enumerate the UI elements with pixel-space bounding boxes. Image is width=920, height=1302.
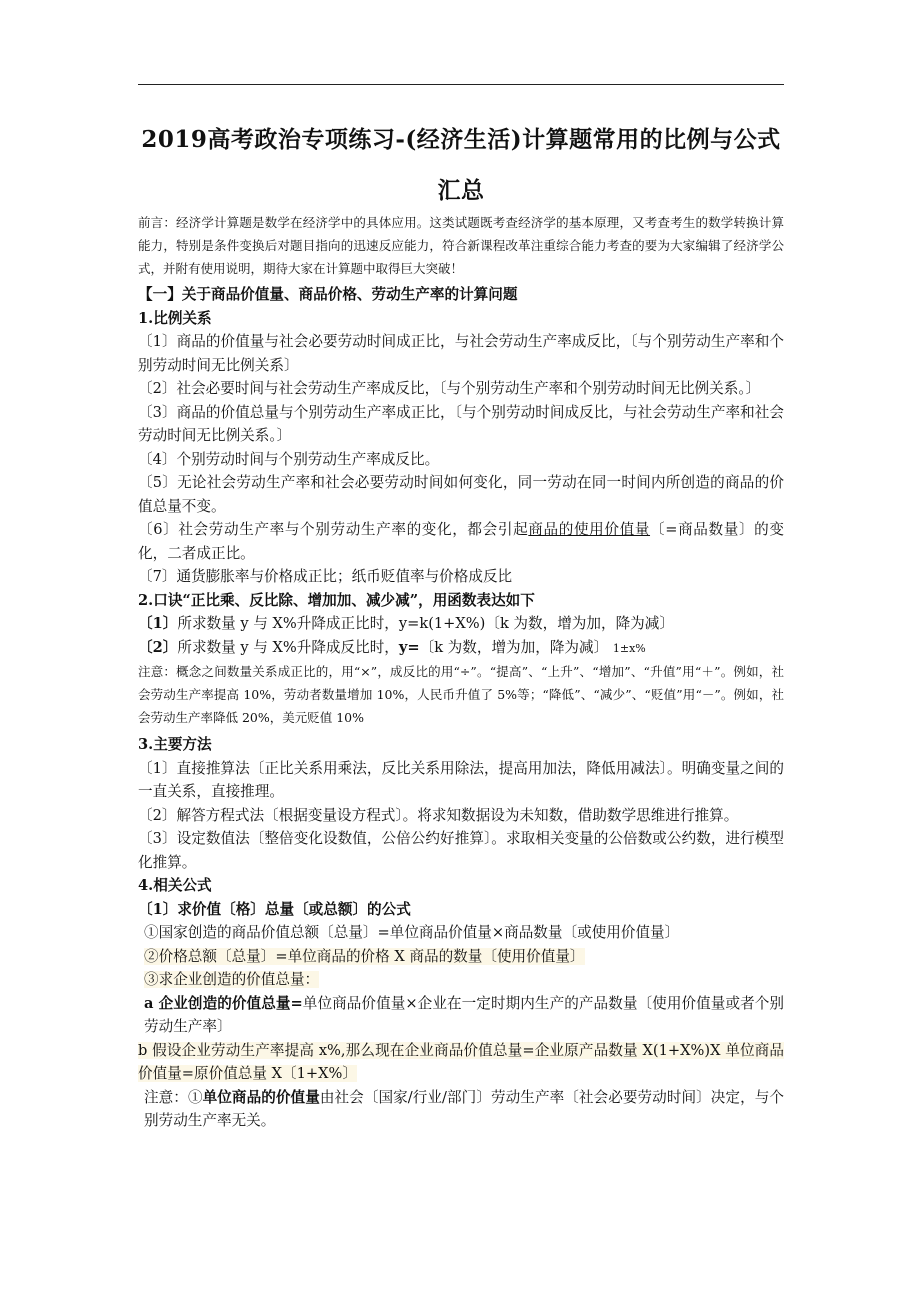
highlighted-text: b 假设企业劳动生产率提高 x%,那么现在企业商品价值总量=企业原产品数量 X(1+X%)X 单位商品价值量=原价值总量 X〔1+X%〕 [138,1041,784,1082]
formula-label: 〔1〕 [138,615,178,632]
formula-label: 〔2〕 [138,638,178,656]
subsection-heading: 3.主要方法 [138,736,212,753]
bold-term: a 企业创造的价值总量= [144,994,303,1012]
formula-line [138,612,784,636]
formula-text: 所求数量 y 与 X%升降成反比时， [177,638,399,656]
method-item: 〔1〕直接推算法〔正比关系用乘法，反比关系用除法，提高用加法，降低用减法〕。明确变量之间的一直关系，直接推理。 [138,759,784,800]
list-item: 〔1〕商品的价值量与社会必要劳动时间成正比，与社会劳动生产率成反比，〔与个别劳动生产率和个别劳动时间无比例关系〕 [138,333,784,374]
list-item: 〔3〕商品的价值总量与个别劳动生产率成正比，〔与个别劳动时间成反比，与社会劳动生产率和社会劳动时间无比例关系。〕 [138,403,784,444]
subsection-heading: 1.比例关系 [138,309,212,327]
bold-term: 单位商品的价值量 [202,1088,320,1106]
method-item: 〔2〕解答方程式法〔根据变量设方程式〕。将求知数据设为未知数，借助数学思维进行推算。 [138,806,739,824]
subsection-heading: 4.相关公式 [138,877,212,894]
item6-text: 〔6〕社会劳动生产率与个别劳动生产率的变化，都会引起 [138,521,529,538]
intro-paragraph: 前言：经济学计算题是数学在经济学中的具体应用。这类试题既考查经济学的基本原理，又考查考生的数学转换计算能力，特别是条件变换后对题目指向的迅速反应能力，符合新课程改革注重综合能力考查的要为大家编辑了经济学公式，并附有使用说明，期待大家在计算题中取得巨大突破！ [138,215,784,276]
top-rule [138,84,784,85]
document-title-line2: 汇总 [437,177,485,204]
fraction-denominator: 1±x% [612,641,646,655]
method-item: 〔3〕设定数值法〔整倍变化设数值，公倍公约好推算〕。求取相关变量的公倍数或公约数，进行模型化推算。 [138,830,784,871]
document-title: 2019高考政治专项练习-(经济生活)计算题常用的比例与公式 [141,126,781,153]
formula-item [138,1039,784,1086]
document-body [138,283,784,1133]
note-prefix: 注意：① [144,1088,203,1106]
list-item: 〔2〕社会必要时间与社会劳动生产率成反比，〔与个别劳动生产率和个别劳动时间无比例关系。〕 [138,380,761,397]
formula-item [138,945,784,969]
formula-rest: 单位商品价值量×企业在一定时期内生产的产品数量〔使用价值量或者个别劳动生产率〕 [144,994,785,1035]
note-rest: 由社会〔国家/行业/部门〕劳动生产率〔社会必要劳动时间〕决定，与个别劳动生产率无关。 [144,1088,784,1129]
formula-y: y= [398,638,420,656]
formula-rest: 〔k 为数，增为加，降为减〕 [419,638,609,656]
formula-item [138,992,784,1039]
underlined-term: 商品的使用价值量 [528,521,651,538]
list-item [138,518,784,565]
list-item: 〔7〕通货膨胀率与价格成正比；纸币贬值率与价格成反比 [138,568,513,585]
note-paragraph: 注意：概念之间数量关系成正比的，用“×”，成反比的用“÷”。“提高”、“上升”、“增加”、“升值”用“＋”。例如，社会劳动生产率提高 10%，劳动者数量增加 10%，人民币升值了 5%等；“降低”、“减少”、“贬值”用“－”。例如，社会劳动生产率降低 20%，美元贬值 10% [138,664,784,725]
highlighted-text: ②价格总额〔总量〕=单位商品的价格 X 商品的数量〔使用价值量〕 [144,947,585,965]
formula-text: 所求数量 y 与 X%升降成正比时，y=k(1+X%)〔k 为数，增为加，降为减〕 [177,615,674,632]
final-note [138,1086,784,1133]
item6-text-end: 〔=商品数量〕的变化，二者成正比。 [138,521,784,562]
formula-line [138,636,784,661]
list-item: 〔4〕个别劳动时间与个别劳动生产率成反比。 [138,450,440,468]
highlighted-text: ③求企业创造的价值总量： [144,971,320,988]
formula-subheading: 〔1〕求价值〔格〕总量〔或总额〕的公式 [138,900,411,918]
section-heading: 【一】关于商品价值量、商品价格、劳动生产率的计算问题 [138,286,518,303]
subsection-heading: 2.口诀“正比乘、反比除、增加加、减少减”，用函数表达如下 [138,591,535,609]
formula-item [138,968,784,992]
formula-item: ①国家创造的商品价值总额〔总量〕=单位商品价值量×商品数量〔或使用价值量〕 [144,924,680,941]
list-item: 〔5〕无论社会劳动生产率和社会必要劳动时间如何变化，同一劳动在同一时间内所创造的商品的价值总量不变。 [138,474,784,515]
